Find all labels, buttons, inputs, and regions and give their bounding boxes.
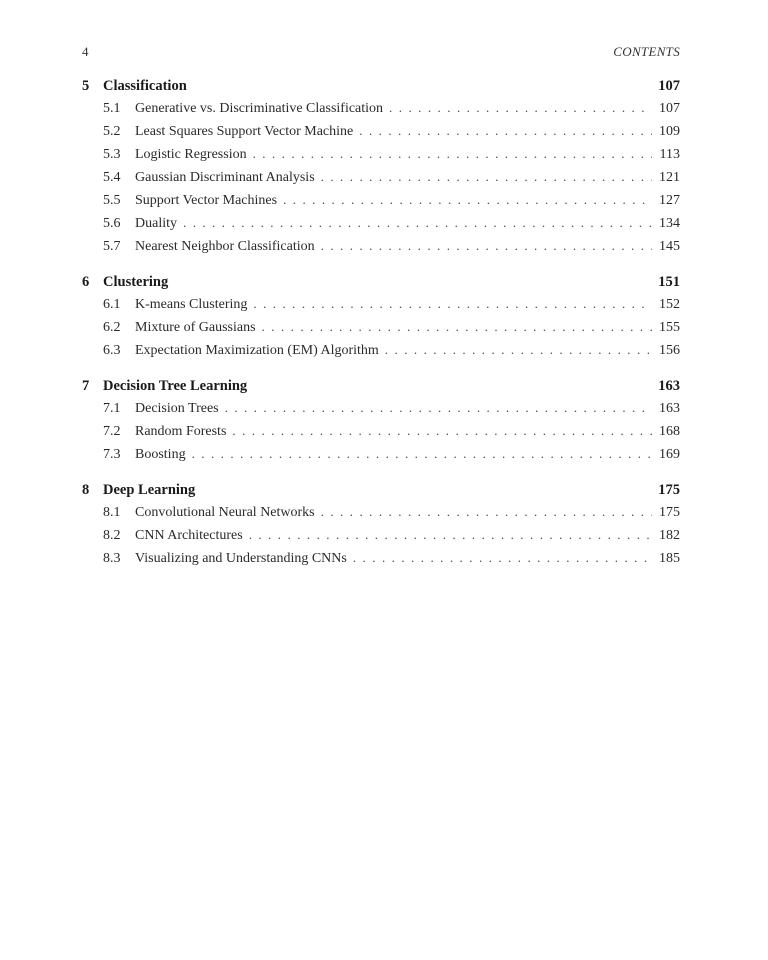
section-page-number: 163: [659, 401, 680, 416]
dot-leader: [249, 527, 652, 543]
section-page-number: 127: [659, 193, 680, 208]
section-entry[interactable]: [82, 446, 680, 469]
section-number: 5.2: [103, 124, 121, 139]
section-title: Expectation Maximization (EM) Algorithm: [135, 343, 379, 358]
section-title: Convolutional Neural Networks: [135, 505, 315, 520]
section-entry[interactable]: [82, 342, 680, 365]
chapter-title: Decision Tree Learning: [103, 378, 248, 394]
chapter-page-number: 107: [658, 78, 680, 94]
chapter-entry[interactable]: [82, 378, 680, 400]
section-entry[interactable]: [82, 423, 680, 446]
dot-leader: [359, 123, 652, 139]
section-page-number: 121: [659, 170, 680, 185]
running-header: [82, 44, 680, 62]
section-page-number: 107: [659, 101, 680, 116]
section-title: Decision Trees: [135, 401, 219, 416]
toc-chapter: [82, 274, 680, 365]
toc-chapter: [82, 78, 680, 261]
section-title: Random Forests: [135, 424, 227, 439]
section-title: Logistic Regression: [135, 147, 247, 162]
section-number: 5.5: [103, 193, 121, 208]
section-number: 6.2: [103, 320, 121, 335]
section-entry[interactable]: [82, 238, 680, 261]
section-title: Least Squares Support Vector Machine: [135, 124, 354, 139]
section-title: Visualizing and Understanding CNNs: [135, 551, 347, 566]
chapter-page-number: 175: [658, 482, 680, 498]
dot-leader: [253, 146, 652, 162]
section-page-number: 152: [659, 297, 680, 312]
section-title: Generative vs. Discriminative Classification: [135, 101, 384, 116]
section-entry[interactable]: [82, 550, 680, 573]
dot-leader: [385, 342, 652, 358]
section-page-number: 168: [659, 424, 680, 439]
dot-leader: [232, 423, 652, 439]
section-number: 7.1: [103, 401, 121, 416]
chapter-number: 6: [82, 274, 90, 290]
chapter-page-number: 163: [658, 378, 680, 394]
dot-leader: [389, 100, 652, 116]
chapter-title: Classification: [103, 78, 187, 94]
chapter-entry[interactable]: [82, 78, 680, 100]
section-entry[interactable]: [82, 100, 680, 123]
section-title: K-means Clustering: [135, 297, 248, 312]
section-number: 8.3: [103, 551, 121, 566]
section-number: 5.7: [103, 239, 121, 254]
dot-leader: [225, 400, 652, 416]
dot-leader: [353, 550, 652, 566]
section-title: Nearest Neighbor Classification: [135, 239, 315, 254]
dot-leader: [321, 238, 652, 254]
section-entry[interactable]: [82, 215, 680, 238]
section-entry[interactable]: [82, 169, 680, 192]
section-number: 5.4: [103, 170, 121, 185]
section-title: CNN Architectures: [135, 528, 243, 543]
section-entry[interactable]: [82, 123, 680, 146]
running-title: CONTENTS: [613, 44, 680, 59]
section-page-number: 109: [659, 124, 680, 139]
section-entry[interactable]: [82, 527, 680, 550]
section-page-number: 169: [659, 447, 680, 462]
chapter-number: 8: [82, 482, 90, 498]
toc-chapter: [82, 378, 680, 469]
section-entry[interactable]: [82, 146, 680, 169]
dot-leader: [253, 296, 652, 312]
chapter-title: Clustering: [103, 274, 169, 290]
chapter-number: 5: [82, 78, 90, 94]
section-title: Support Vector Machines: [135, 193, 278, 208]
chapter-entry[interactable]: [82, 482, 680, 504]
dot-leader: [183, 215, 652, 231]
toc-chapter: [82, 482, 680, 573]
section-entry[interactable]: [82, 296, 680, 319]
section-page-number: 175: [659, 505, 680, 520]
section-page-number: 145: [659, 239, 680, 254]
chapter-title: Deep Learning: [103, 482, 196, 498]
section-number: 8.2: [103, 528, 121, 543]
section-number: 8.1: [103, 505, 121, 520]
section-number: 5.3: [103, 147, 121, 162]
section-title: Gaussian Discriminant Analysis: [135, 170, 315, 185]
section-page-number: 156: [659, 343, 680, 358]
section-number: 6.3: [103, 343, 121, 358]
section-title: Mixture of Gaussians: [135, 320, 256, 335]
section-page-number: 113: [659, 147, 680, 162]
section-entry[interactable]: [82, 400, 680, 423]
dot-leader: [262, 319, 652, 335]
chapter-number: 7: [82, 378, 90, 394]
table-of-contents: [82, 78, 680, 586]
section-title: Duality: [135, 216, 177, 231]
section-entry[interactable]: [82, 504, 680, 527]
section-page-number: 185: [659, 551, 680, 566]
dot-leader: [321, 169, 652, 185]
dot-leader: [321, 504, 652, 520]
dot-leader: [283, 192, 652, 208]
section-page-number: 155: [659, 320, 680, 335]
section-number: 7.2: [103, 424, 121, 439]
chapter-entry[interactable]: [82, 274, 680, 296]
section-number: 5.1: [103, 101, 121, 116]
section-number: 7.3: [103, 447, 121, 462]
dot-leader: [192, 446, 652, 462]
section-entry[interactable]: [82, 319, 680, 342]
chapter-page-number: 151: [658, 274, 680, 290]
section-entry[interactable]: [82, 192, 680, 215]
section-page-number: 134: [659, 216, 680, 231]
section-title: Boosting: [135, 447, 186, 462]
section-number: 5.6: [103, 216, 121, 231]
section-page-number: 182: [659, 528, 680, 543]
section-number: 6.1: [103, 297, 121, 312]
page-number: 4: [82, 44, 89, 59]
